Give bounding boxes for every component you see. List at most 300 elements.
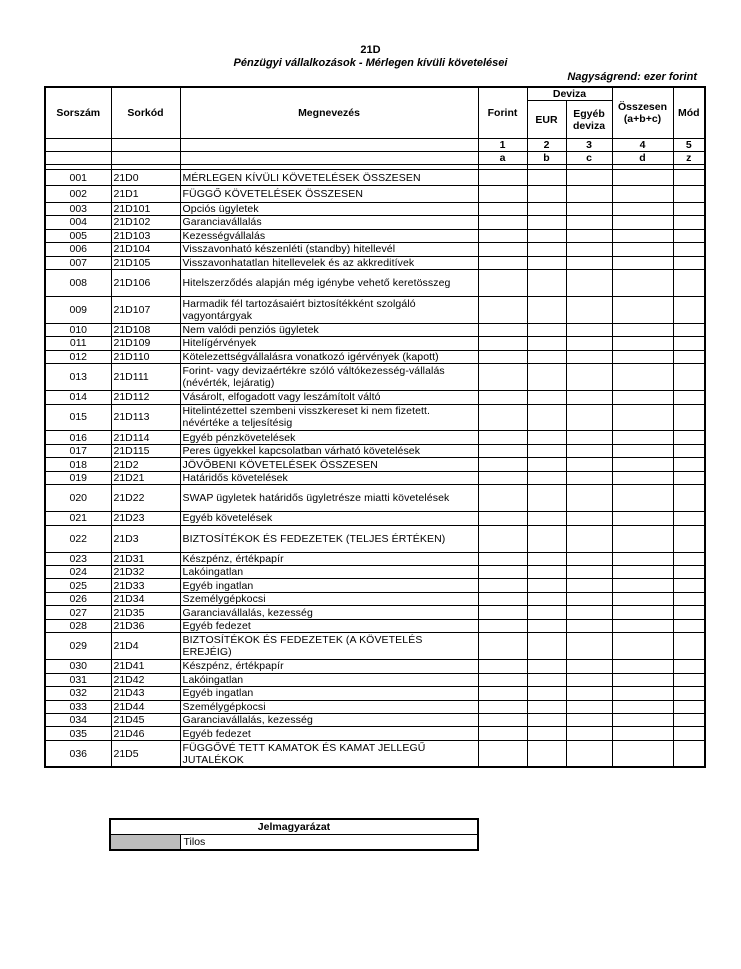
- value-cell-osszesen[interactable]: [612, 323, 673, 336]
- row-code: 21D115: [111, 444, 180, 457]
- row-code: 21D111: [111, 364, 180, 391]
- value-cell-egyeb-deviza[interactable]: [566, 633, 612, 660]
- value-cell-mod[interactable]: [673, 566, 705, 579]
- row-code: 21D21: [111, 471, 180, 484]
- value-cell-forint[interactable]: [478, 700, 527, 713]
- value-cell-eur[interactable]: [527, 337, 566, 350]
- value-cell-osszesen[interactable]: [612, 740, 673, 767]
- value-cell-egyeb-deviza[interactable]: [566, 458, 612, 471]
- row-name: BIZTOSÍTÉKOK ÉS FEDEZETEK (TELJES ÉRTÉKEN): [180, 525, 478, 552]
- value-cell-egyeb-deviza[interactable]: [566, 673, 612, 686]
- value-cell-forint[interactable]: [478, 660, 527, 673]
- row-name: BIZTOSÍTÉKOK ÉS FEDEZETEK (A KÖVETELÉS EREJÉIG): [180, 633, 478, 660]
- row-number: 012: [45, 350, 111, 363]
- value-cell-egyeb-deviza[interactable]: [566, 404, 612, 431]
- value-cell-eur[interactable]: [527, 566, 566, 579]
- value-cell-eur[interactable]: [527, 660, 566, 673]
- row-number: 016: [45, 431, 111, 444]
- value-cell-osszesen[interactable]: [612, 633, 673, 660]
- value-cell-eur[interactable]: [527, 606, 566, 619]
- value-cell-eur[interactable]: [527, 404, 566, 431]
- value-cell-egyeb-deviza[interactable]: [566, 229, 612, 242]
- value-cell-egyeb-deviza[interactable]: [566, 243, 612, 256]
- value-cell-mod[interactable]: [673, 323, 705, 336]
- value-cell-eur[interactable]: [527, 216, 566, 229]
- row-number: 031: [45, 673, 111, 686]
- col-header-osszesen: Összesen (a+b+c): [612, 87, 673, 139]
- value-cell-eur[interactable]: [527, 350, 566, 363]
- value-cell-osszesen[interactable]: [612, 444, 673, 457]
- value-cell-mod[interactable]: [673, 700, 705, 713]
- table-row: [45, 579, 705, 592]
- value-cell-forint[interactable]: [478, 471, 527, 484]
- value-cell-eur[interactable]: [527, 243, 566, 256]
- value-cell-egyeb-deviza[interactable]: [566, 186, 612, 202]
- value-cell-egyeb-deviza[interactable]: [566, 592, 612, 605]
- value-cell-eur[interactable]: [527, 202, 566, 215]
- row-number: 009: [45, 296, 111, 323]
- value-cell-forint[interactable]: [478, 633, 527, 660]
- value-cell-osszesen[interactable]: [612, 256, 673, 269]
- value-cell-forint[interactable]: [478, 619, 527, 632]
- value-cell-osszesen[interactable]: [612, 364, 673, 391]
- value-cell-mod[interactable]: [673, 660, 705, 673]
- row-code: 21D33: [111, 579, 180, 592]
- row-name: Egyéb ingatlan: [180, 687, 478, 700]
- row-name: Készpénz, értékpapír: [180, 552, 478, 565]
- value-cell-osszesen[interactable]: [612, 700, 673, 713]
- value-cell-osszesen[interactable]: [612, 186, 673, 202]
- value-cell-eur[interactable]: [527, 444, 566, 457]
- value-cell-eur[interactable]: [527, 296, 566, 323]
- value-cell-mod[interactable]: [673, 186, 705, 202]
- value-cell-forint[interactable]: [478, 256, 527, 269]
- row-name: Harmadik fél tartozásaiért biztosítékként szolgáló vagyontárgyak: [180, 296, 478, 323]
- table-row: [45, 404, 705, 431]
- row-name: FÜGGŐVÉ TETT KAMATOK ÉS KAMAT JELLEGŰ JUTALÉKOK: [180, 740, 478, 767]
- row-number: 018: [45, 458, 111, 471]
- value-cell-egyeb-deviza[interactable]: [566, 606, 612, 619]
- value-cell-egyeb-deviza[interactable]: [566, 525, 612, 552]
- value-cell-forint[interactable]: [478, 364, 527, 391]
- value-cell-mod[interactable]: [673, 391, 705, 404]
- value-cell-egyeb-deviza[interactable]: [566, 323, 612, 336]
- col-header-eur: EUR: [527, 101, 566, 139]
- value-cell-mod[interactable]: [673, 269, 705, 296]
- value-cell-eur[interactable]: [527, 619, 566, 632]
- value-cell-eur[interactable]: [527, 229, 566, 242]
- row-code: 21D41: [111, 660, 180, 673]
- table-row: [45, 458, 705, 471]
- value-cell-forint[interactable]: [478, 714, 527, 727]
- value-cell-forint[interactable]: [478, 687, 527, 700]
- value-cell-eur[interactable]: [527, 592, 566, 605]
- col-number: 3: [566, 139, 612, 152]
- value-cell-mod[interactable]: [673, 714, 705, 727]
- value-cell-egyeb-deviza[interactable]: [566, 552, 612, 565]
- value-cell-mod[interactable]: [673, 606, 705, 619]
- row-name: Garanciavállalás, kezesség: [180, 714, 478, 727]
- value-cell-mod[interactable]: [673, 579, 705, 592]
- table-row: [45, 552, 705, 565]
- value-cell-mod[interactable]: [673, 633, 705, 660]
- value-cell-eur[interactable]: [527, 727, 566, 740]
- value-cell-forint[interactable]: [478, 512, 527, 525]
- value-cell-eur[interactable]: [527, 673, 566, 686]
- value-cell-forint[interactable]: [478, 404, 527, 431]
- row-number: 036: [45, 740, 111, 767]
- row-name: Egyéb fedezet: [180, 619, 478, 632]
- table-row: [45, 660, 705, 673]
- value-cell-egyeb-deviza[interactable]: [566, 431, 612, 444]
- value-cell-forint[interactable]: [478, 216, 527, 229]
- value-cell-egyeb-deviza[interactable]: [566, 170, 612, 186]
- row-name: Vásárolt, elfogadott vagy leszámítolt váltó: [180, 391, 478, 404]
- value-cell-mod[interactable]: [673, 592, 705, 605]
- value-cell-mod[interactable]: [673, 525, 705, 552]
- row-code: 21D4: [111, 633, 180, 660]
- value-cell-osszesen[interactable]: [612, 714, 673, 727]
- row-code: 21D108: [111, 323, 180, 336]
- row-number: 006: [45, 243, 111, 256]
- value-cell-osszesen[interactable]: [612, 619, 673, 632]
- table-row: [45, 296, 705, 323]
- row-number: 022: [45, 525, 111, 552]
- row-number: 019: [45, 471, 111, 484]
- row-number: 035: [45, 727, 111, 740]
- row-code: 21D107: [111, 296, 180, 323]
- col-header-sorszam: Sorszám: [45, 87, 111, 139]
- table-row: [45, 485, 705, 512]
- value-cell-forint[interactable]: [478, 337, 527, 350]
- row-number: 002: [45, 186, 111, 202]
- row-code: 21D110: [111, 350, 180, 363]
- value-cell-osszesen[interactable]: [612, 431, 673, 444]
- table-row: [45, 350, 705, 363]
- row-code: 21D22: [111, 485, 180, 512]
- value-cell-forint[interactable]: [478, 243, 527, 256]
- report-table: [44, 86, 706, 768]
- value-cell-forint[interactable]: [478, 229, 527, 242]
- row-code: 21D112: [111, 391, 180, 404]
- row-number: 008: [45, 269, 111, 296]
- value-cell-osszesen[interactable]: [612, 202, 673, 215]
- value-cell-egyeb-deviza[interactable]: [566, 740, 612, 767]
- value-cell-egyeb-deviza[interactable]: [566, 256, 612, 269]
- value-cell-mod[interactable]: [673, 404, 705, 431]
- value-cell-eur[interactable]: [527, 633, 566, 660]
- value-cell-eur[interactable]: [527, 579, 566, 592]
- value-cell-forint[interactable]: [478, 391, 527, 404]
- value-cell-mod[interactable]: [673, 619, 705, 632]
- value-cell-osszesen[interactable]: [612, 512, 673, 525]
- value-cell-forint[interactable]: [478, 458, 527, 471]
- value-cell-mod[interactable]: [673, 243, 705, 256]
- row-code: 21D32: [111, 566, 180, 579]
- value-cell-osszesen[interactable]: [612, 579, 673, 592]
- table-row: [45, 391, 705, 404]
- row-number: 003: [45, 202, 111, 215]
- table-row: [45, 269, 705, 296]
- row-name: FÜGGŐ KÖVETELÉSEK ÖSSZESEN: [180, 186, 478, 202]
- value-cell-eur[interactable]: [527, 431, 566, 444]
- value-cell-mod[interactable]: [673, 471, 705, 484]
- row-name: Nem valódi penziós ügyletek: [180, 323, 478, 336]
- value-cell-egyeb-deviza[interactable]: [566, 660, 612, 673]
- table-row: [45, 700, 705, 713]
- row-name: Visszavonhatatlan hitellevelek és az akkreditívek: [180, 256, 478, 269]
- value-cell-forint[interactable]: [478, 727, 527, 740]
- value-cell-mod[interactable]: [673, 458, 705, 471]
- row-name: Lakóingatlan: [180, 673, 478, 686]
- row-name: Készpénz, értékpapír: [180, 660, 478, 673]
- legend-swatch: [110, 835, 180, 851]
- table-row: [45, 714, 705, 727]
- value-cell-egyeb-deviza[interactable]: [566, 202, 612, 215]
- table-row: [45, 323, 705, 336]
- row-name: MÉRLEGEN KÍVÜLI KÖVETELÉSEK ÖSSZESEN: [180, 170, 478, 186]
- row-code: 21D31: [111, 552, 180, 565]
- value-cell-eur[interactable]: [527, 269, 566, 296]
- legend-title: Jelmagyarázat: [110, 819, 478, 835]
- value-cell-osszesen[interactable]: [612, 216, 673, 229]
- row-code: 21D106: [111, 269, 180, 296]
- value-cell-osszesen[interactable]: [612, 296, 673, 323]
- value-cell-egyeb-deviza[interactable]: [566, 714, 612, 727]
- table-body: [45, 165, 705, 768]
- row-number: 032: [45, 687, 111, 700]
- value-cell-egyeb-deviza[interactable]: [566, 471, 612, 484]
- value-cell-egyeb-deviza[interactable]: [566, 566, 612, 579]
- value-cell-egyeb-deviza[interactable]: [566, 485, 612, 512]
- value-cell-mod[interactable]: [673, 687, 705, 700]
- value-cell-osszesen[interactable]: [612, 391, 673, 404]
- col-letter: z: [673, 152, 705, 165]
- table-row: [45, 229, 705, 242]
- value-cell-mod[interactable]: [673, 552, 705, 565]
- value-cell-egyeb-deviza[interactable]: [566, 512, 612, 525]
- value-cell-eur[interactable]: [527, 471, 566, 484]
- value-cell-mod[interactable]: [673, 256, 705, 269]
- row-code: 21D109: [111, 337, 180, 350]
- value-cell-forint[interactable]: [478, 592, 527, 605]
- value-cell-eur[interactable]: [527, 700, 566, 713]
- row-number: 010: [45, 323, 111, 336]
- row-code: 21D36: [111, 619, 180, 632]
- col-number: 4: [612, 139, 673, 152]
- value-cell-forint[interactable]: [478, 186, 527, 202]
- value-cell-forint[interactable]: [478, 350, 527, 363]
- col-header-deviza: Deviza: [527, 87, 612, 101]
- row-code: 21D0: [111, 170, 180, 186]
- value-cell-osszesen[interactable]: [612, 350, 673, 363]
- row-code: 21D5: [111, 740, 180, 767]
- value-cell-egyeb-deviza[interactable]: [566, 391, 612, 404]
- value-cell-mod[interactable]: [673, 350, 705, 363]
- value-cell-forint[interactable]: [478, 673, 527, 686]
- value-cell-forint[interactable]: [478, 579, 527, 592]
- value-cell-osszesen[interactable]: [612, 404, 673, 431]
- row-code: 21D113: [111, 404, 180, 431]
- value-cell-eur[interactable]: [527, 364, 566, 391]
- col-header-egyeb-deviza: Egyéb deviza: [566, 101, 612, 139]
- value-cell-egyeb-deviza[interactable]: [566, 444, 612, 457]
- row-name: Visszavonható készenléti (standby) hitellevél: [180, 243, 478, 256]
- row-number: 027: [45, 606, 111, 619]
- row-code: 21D42: [111, 673, 180, 686]
- value-cell-osszesen[interactable]: [612, 337, 673, 350]
- value-cell-egyeb-deviza[interactable]: [566, 687, 612, 700]
- row-number: 004: [45, 216, 111, 229]
- row-code: 21D23: [111, 512, 180, 525]
- row-number: 005: [45, 229, 111, 242]
- row-name: Hitelintézettel szembeni visszkereset ki nem fizetett. névértéke a teljesítésig: [180, 404, 478, 431]
- value-cell-egyeb-deviza[interactable]: [566, 579, 612, 592]
- value-cell-eur[interactable]: [527, 485, 566, 512]
- row-name: Egyéb fedezet: [180, 727, 478, 740]
- value-cell-osszesen[interactable]: [612, 485, 673, 512]
- value-cell-egyeb-deviza[interactable]: [566, 216, 612, 229]
- value-cell-osszesen[interactable]: [612, 566, 673, 579]
- value-cell-eur[interactable]: [527, 714, 566, 727]
- col-letter: b: [527, 152, 566, 165]
- table-row: [45, 243, 705, 256]
- value-cell-eur[interactable]: [527, 170, 566, 186]
- value-cell-mod[interactable]: [673, 337, 705, 350]
- value-cell-forint[interactable]: [478, 323, 527, 336]
- value-cell-eur[interactable]: [527, 740, 566, 767]
- value-cell-osszesen[interactable]: [612, 458, 673, 471]
- value-cell-osszesen[interactable]: [612, 673, 673, 686]
- row-number: 023: [45, 552, 111, 565]
- value-cell-mod[interactable]: [673, 229, 705, 242]
- row-name: Garanciavállalás: [180, 216, 478, 229]
- value-cell-eur[interactable]: [527, 525, 566, 552]
- value-cell-eur[interactable]: [527, 687, 566, 700]
- row-code: 21D101: [111, 202, 180, 215]
- row-code: 21D103: [111, 229, 180, 242]
- value-cell-osszesen[interactable]: [612, 269, 673, 296]
- value-cell-forint[interactable]: [478, 552, 527, 565]
- value-cell-egyeb-deviza[interactable]: [566, 337, 612, 350]
- value-cell-mod[interactable]: [673, 512, 705, 525]
- row-name: Forint- vagy devizaértékre szóló váltókezesség-vállalás (névérték, lejáratig): [180, 364, 478, 391]
- value-cell-osszesen[interactable]: [612, 727, 673, 740]
- value-cell-forint[interactable]: [478, 606, 527, 619]
- row-number: 034: [45, 714, 111, 727]
- row-number: 015: [45, 404, 111, 431]
- value-cell-eur[interactable]: [527, 256, 566, 269]
- value-cell-eur[interactable]: [527, 552, 566, 565]
- value-cell-eur[interactable]: [527, 186, 566, 202]
- value-cell-mod[interactable]: [673, 727, 705, 740]
- value-cell-forint[interactable]: [478, 170, 527, 186]
- value-cell-egyeb-deviza[interactable]: [566, 700, 612, 713]
- value-cell-mod[interactable]: [673, 673, 705, 686]
- row-code: 21D45: [111, 714, 180, 727]
- value-cell-forint[interactable]: [478, 485, 527, 512]
- row-number: 025: [45, 579, 111, 592]
- value-cell-osszesen[interactable]: [612, 552, 673, 565]
- row-name: Egyéb ingatlan: [180, 579, 478, 592]
- value-cell-mod[interactable]: [673, 364, 705, 391]
- value-cell-mod[interactable]: [673, 296, 705, 323]
- value-cell-egyeb-deviza[interactable]: [566, 296, 612, 323]
- row-code: 21D2: [111, 458, 180, 471]
- value-cell-forint[interactable]: [478, 431, 527, 444]
- row-name: Személygépkocsi: [180, 592, 478, 605]
- value-cell-mod[interactable]: [673, 216, 705, 229]
- value-cell-osszesen[interactable]: [612, 243, 673, 256]
- value-cell-eur[interactable]: [527, 391, 566, 404]
- form-subtitle: Pénzügyi vállalkozások - Mérlegen kívüli követelései: [233, 57, 508, 69]
- value-cell-osszesen[interactable]: [612, 525, 673, 552]
- value-cell-eur[interactable]: [527, 458, 566, 471]
- col-header-mod: Mód: [673, 87, 705, 139]
- row-name: Kötelezettségvállalásra vonatkozó igérvények (kapott): [180, 350, 478, 363]
- value-cell-egyeb-deviza[interactable]: [566, 619, 612, 632]
- value-cell-mod[interactable]: [673, 485, 705, 512]
- value-cell-forint[interactable]: [478, 525, 527, 552]
- table-row: [45, 633, 705, 660]
- value-cell-forint[interactable]: [478, 740, 527, 767]
- row-code: 21D44: [111, 700, 180, 713]
- value-cell-forint[interactable]: [478, 202, 527, 215]
- value-cell-mod[interactable]: [673, 444, 705, 457]
- row-name: Hitelígérvények: [180, 337, 478, 350]
- col-header-sorkod: Sorkód: [111, 87, 180, 139]
- value-cell-egyeb-deviza[interactable]: [566, 350, 612, 363]
- value-cell-osszesen[interactable]: [612, 471, 673, 484]
- value-cell-egyeb-deviza[interactable]: [566, 269, 612, 296]
- value-cell-mod[interactable]: [673, 170, 705, 186]
- value-cell-osszesen[interactable]: [612, 229, 673, 242]
- value-cell-osszesen[interactable]: [612, 606, 673, 619]
- table-row: [45, 337, 705, 350]
- value-cell-osszesen[interactable]: [612, 592, 673, 605]
- row-code: 21D46: [111, 727, 180, 740]
- row-code: 21D104: [111, 243, 180, 256]
- col-number: 1: [478, 139, 527, 152]
- value-cell-mod[interactable]: [673, 202, 705, 215]
- value-cell-osszesen[interactable]: [612, 660, 673, 673]
- value-cell-egyeb-deviza[interactable]: [566, 727, 612, 740]
- value-cell-forint[interactable]: [478, 444, 527, 457]
- unit-note: Nagyságrend: ezer forint: [567, 71, 697, 83]
- row-number: 024: [45, 566, 111, 579]
- table-row: [45, 364, 705, 391]
- value-cell-eur[interactable]: [527, 512, 566, 525]
- table-row: [45, 170, 705, 186]
- row-number: 033: [45, 700, 111, 713]
- table-row: [45, 186, 705, 202]
- value-cell-mod[interactable]: [673, 740, 705, 767]
- value-cell-egyeb-deviza[interactable]: [566, 364, 612, 391]
- value-cell-mod[interactable]: [673, 431, 705, 444]
- value-cell-eur[interactable]: [527, 323, 566, 336]
- table-row: [45, 256, 705, 269]
- row-name: SWAP ügyletek határidős ügyletrésze miatti követelések: [180, 485, 478, 512]
- row-name: Kezességvállalás: [180, 229, 478, 242]
- value-cell-forint[interactable]: [478, 269, 527, 296]
- col-letter: a: [478, 152, 527, 165]
- value-cell-forint[interactable]: [478, 566, 527, 579]
- col-number: 2: [527, 139, 566, 152]
- row-code: 21D105: [111, 256, 180, 269]
- value-cell-forint[interactable]: [478, 296, 527, 323]
- value-cell-osszesen[interactable]: [612, 687, 673, 700]
- value-cell-osszesen[interactable]: [612, 170, 673, 186]
